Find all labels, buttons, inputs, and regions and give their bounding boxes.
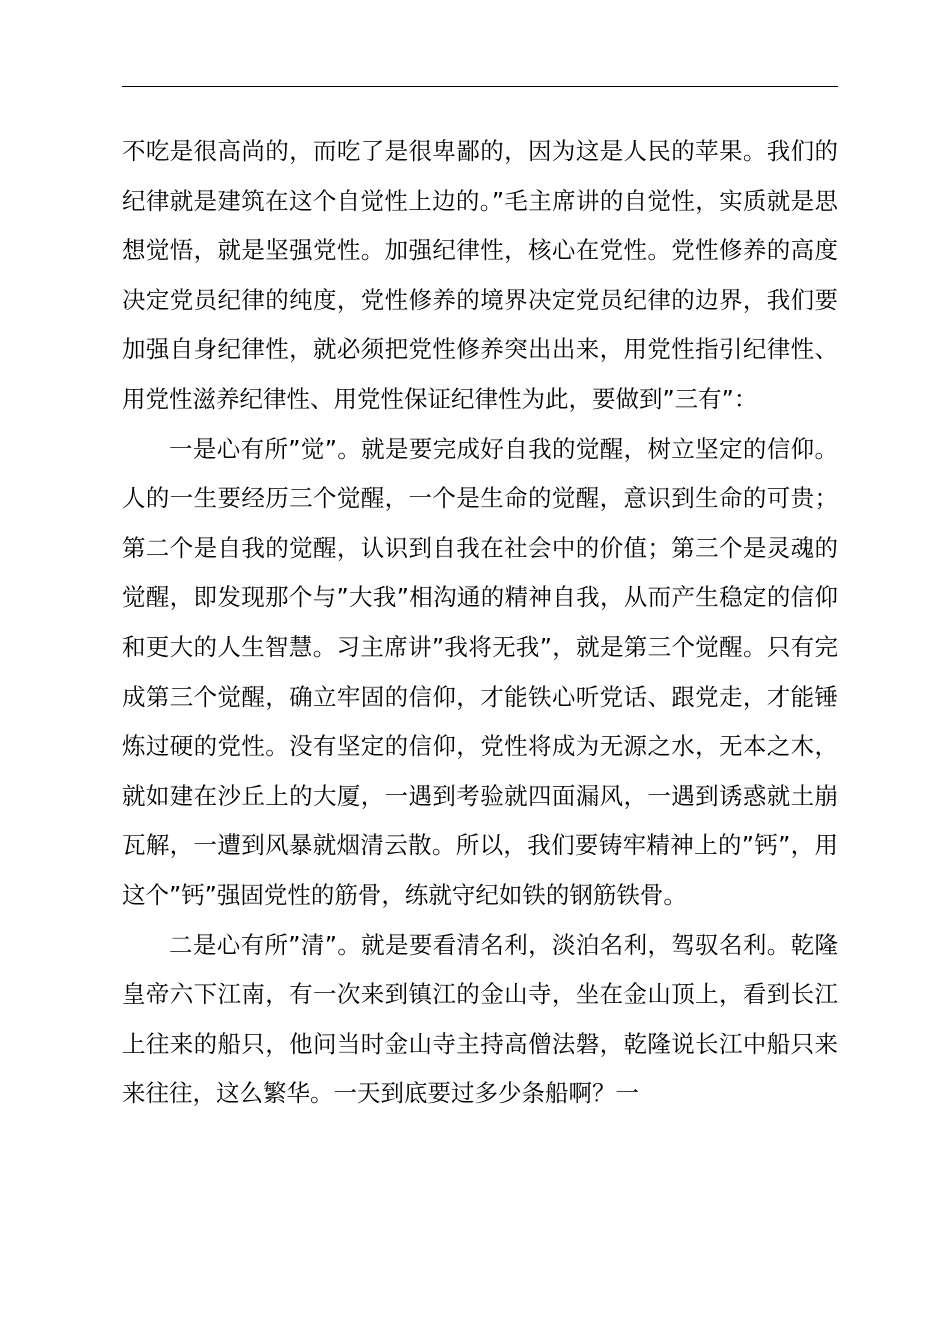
paragraph-3: 二是心有所”清”。就是要看清名利，淡泊名利，驾驭名利。乾隆皇帝六下江南，有一次来到镇江的金山寺，坐在金山顶上，看到长江上往来的船只，他问当时金山寺主持高僧法磐，乾隆说长江中船只来来往往，这么繁华。一天到底要过多少条船啊？一 — [122, 930, 838, 1108]
document-body — [122, 127, 838, 1119]
paragraph-2: 一是心有所”觉”。就是要完成好自我的觉醒，树立坚定的信仰。人的一生要经历三个觉醒，一个是生命的觉醒，意识到生命的可贵；第二个是自我的觉醒，认识到自我在社会中的价值；第三个是灵魂的觉醒，即发现那个与”大我”相沟通的精神自我，从而产生稳定的信仰和更大的人生智慧。习主席讲”我将无我”，就是第三个觉醒。只有完成第三个觉醒，确立牢固的信仰，才能铁心听党话、跟党走，才能锤炼过硬的党性。没有坚定的信仰，党性将成为无源之水，无本之木，就如建在沙丘上的大厦，一遇到考验就四面漏风，一遇到诱惑就土崩瓦解，一遭到风暴就烟清云散。所以，我们要铸牢精神上的”钙”，用这个”钙”强固党性的筋骨，练就守纪如铁的钢筋铁骨。 — [122, 434, 838, 909]
header-rule — [122, 86, 838, 87]
paragraph-1: 不吃是很高尚的，而吃了是很卑鄙的，因为这是人民的苹果。我们的纪律就是建筑在这个自觉性上边的。”毛主席讲的自觉性，实质就是思想觉悟，就是坚强党性。加强纪律性，核心在党性。党性修养的高度决定党员纪律的纯度，党性修养的境界决定党员纪律的边界，我们要加强自身纪律性，就必须把党性修养突出出来，用党性指引纪律性、用党性滋养纪律性、用党性保证纪律性为此，要做到”三有”： — [122, 137, 838, 413]
